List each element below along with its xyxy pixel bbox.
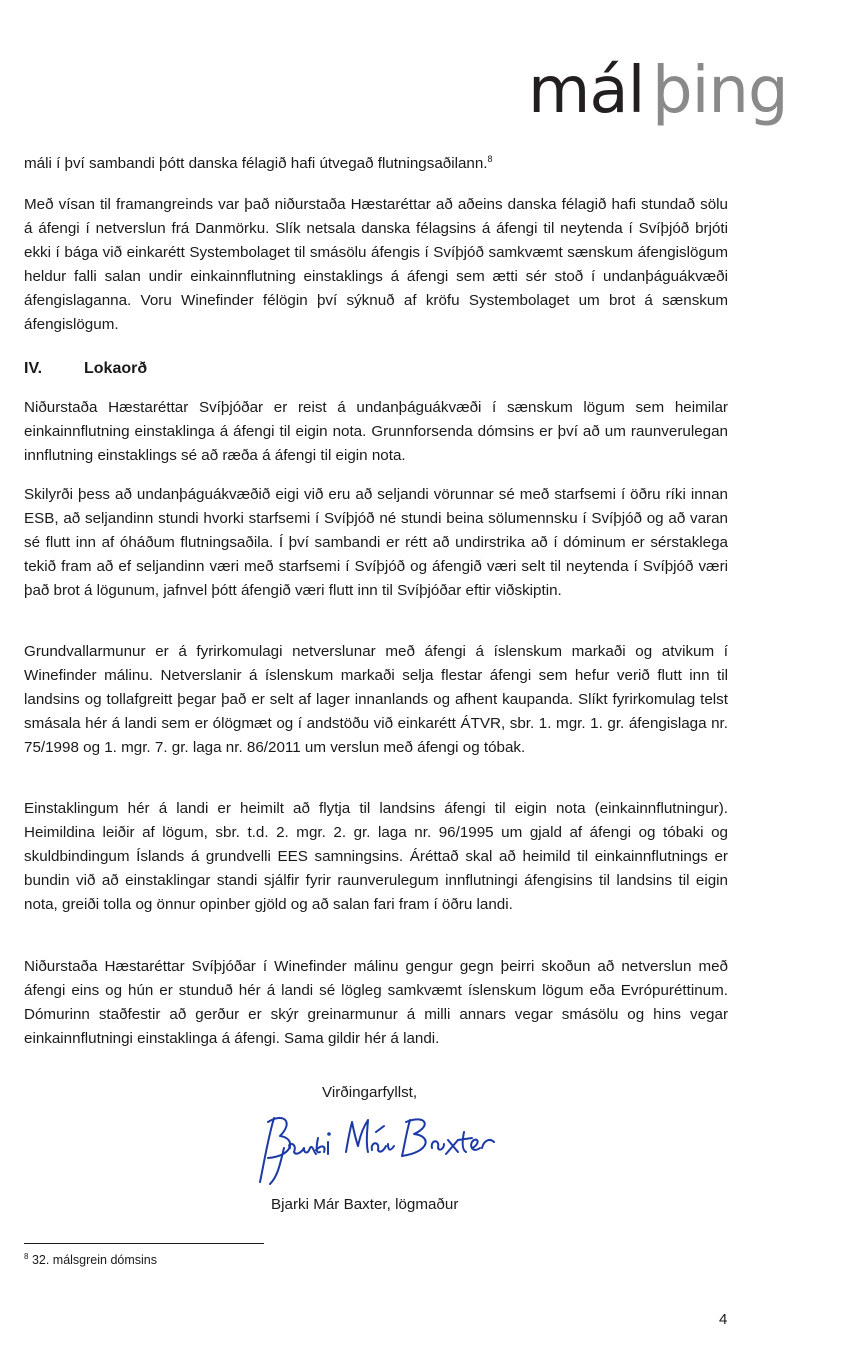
body-paragraph: Með vísan til framangreinds var það niðurstaða Hæstaréttar að aðeins danska félagið hafi stundað sölu á áfengi í netverslun frá Danmörku. Slík netsala danska félagsins á áfengi til neytenda í Svíþjóð brjóti ekki í bága við einkarétt Systembolaget til smásölu áfengis í Svíþjóð samkvæmt sænskum áfengislögum heldur falli salan undir einkainnflutning einstaklings á áfengi sem ætti sér stoð í undanþáguákvæði áfengislaganna. Voru Winefinder félögin því sýknuð af kröfu Systembolaget um brot á sænskum áfengislögum.: [24, 196, 728, 333]
body-paragraph: Niðurstaða Hæstaréttar Svíþjóðar í Winefinder málinu gengur gegn þeirri skoðun að netverslun með áfengi eins og hún er stunduð hér á landi sé lögleg samkvæmt íslenskum lögum eða Evrópuréttinum. Dómurinn staðfestir að gerður er skýr greinarmunur á milli annars vegar smásölu og hins vegar einkainnflutningi einstaklinga á áfengi. Sama gildir hér á landi.: [24, 958, 728, 1047]
body-paragraph: Grundvallarmunur er á fyrirkomulagi netverslunar með áfengi á íslenskum markaði og atvikum í Winefinder málinu. Netverslanir á íslenskum markaði selja flestar áfengi sem hefur verið flutt inn til landsins og tollafgreitt þegar það er selt af lager innanlands og afhent kaupanda. Slíkt fyrirkomulag telst smásala hér á landi sem er ólögmæt og í andstöðu við einkarétt ÁTVR, sbr. 1. mgr. 1. gr. áfengislaga nr. 75/1998 og 1. mgr. 7. gr. laga nr. 86/2011 um verslun með áfengi og tóbak.: [24, 643, 728, 756]
footnote-divider: [24, 1243, 264, 1244]
handwritten-signature: [254, 1108, 504, 1186]
malthing-logo: [524, 48, 814, 146]
closing-salutation: Virðingarfyllst,: [322, 1084, 418, 1101]
footnote-text: 32. málsgrein dómsins: [31, 1253, 157, 1267]
section-heading: [24, 357, 147, 381]
section-title: Lokaorð: [84, 360, 148, 377]
footnote-marker[interactable]: 8: [487, 153, 493, 164]
body-paragraph: Skilyrði þess að undanþáguákvæðið eigi við eru að seljandi vörunnar sé með starfsemi í öðru ríki innan ESB, að seljandinn stundi hvorki starfsemi í Svíþjóð né stundi beina sölumennsku í Svíþjóð og að varan sé flutt inn af óháðum flutningsaðila. Í því sambandi er rétt að undirstrika að í dóminum er sérstaklega tekið fram að ef seljandinn væri með starfsemi í Svíþjóð og áfengið væri selt til neytenda í Svíþjóð væri það brot á lögunum, jafnvel þótt áfengið væri flutt inn til Svíþjóðar eftir viðskiptin.: [24, 486, 728, 599]
signer-name: Bjarki Már Baxter, lögmaður: [271, 1196, 459, 1213]
body-paragraph: [24, 152, 728, 176]
svg-text:mál: mál: [528, 54, 645, 128]
body-paragraph: Einstaklingum hér á landi er heimilt að flytja til landsins áfengi til eigin nota (einkainnflutningur). Heimildina leiðir af lögum, sbr. t.d. 2. mgr. 2. gr. laga nr. 96/1995 um gjald af áfengi og tóbaki og skuldbindingum Íslands á grundvelli EES samningsins. Áréttað skal að heimild til einkainnflutnings er bundin við að einstaklingar standi sjálfir fyrir raunverulegum innflutningi áfengisins til landsins til eigin nota, greiði tolla og önnur opinber gjöld og að salan fari fram í öðru landi.: [24, 800, 728, 913]
svg-text:þing: þing: [652, 54, 788, 128]
footnote: [24, 1252, 157, 1268]
footnote-number: 8: [24, 1251, 29, 1261]
section-number: IV.: [24, 360, 43, 377]
body-paragraph: Niðurstaða Hæstaréttar Svíþjóðar er reist á undanþáguákvæði í sænskum lögum sem heimilar einkainnflutning einstaklinga á áfengi til eigin nota. Grunnforsenda dómsins er því að um raunverulegan innflutning einstaklings sé að ræða á áfengi til eigin nota.: [24, 399, 728, 464]
paragraph-text: máli í því sambandi þótt danska félagið hafi útvegað flutningsaðilann.: [24, 155, 488, 172]
page-number: 4: [719, 1311, 728, 1328]
